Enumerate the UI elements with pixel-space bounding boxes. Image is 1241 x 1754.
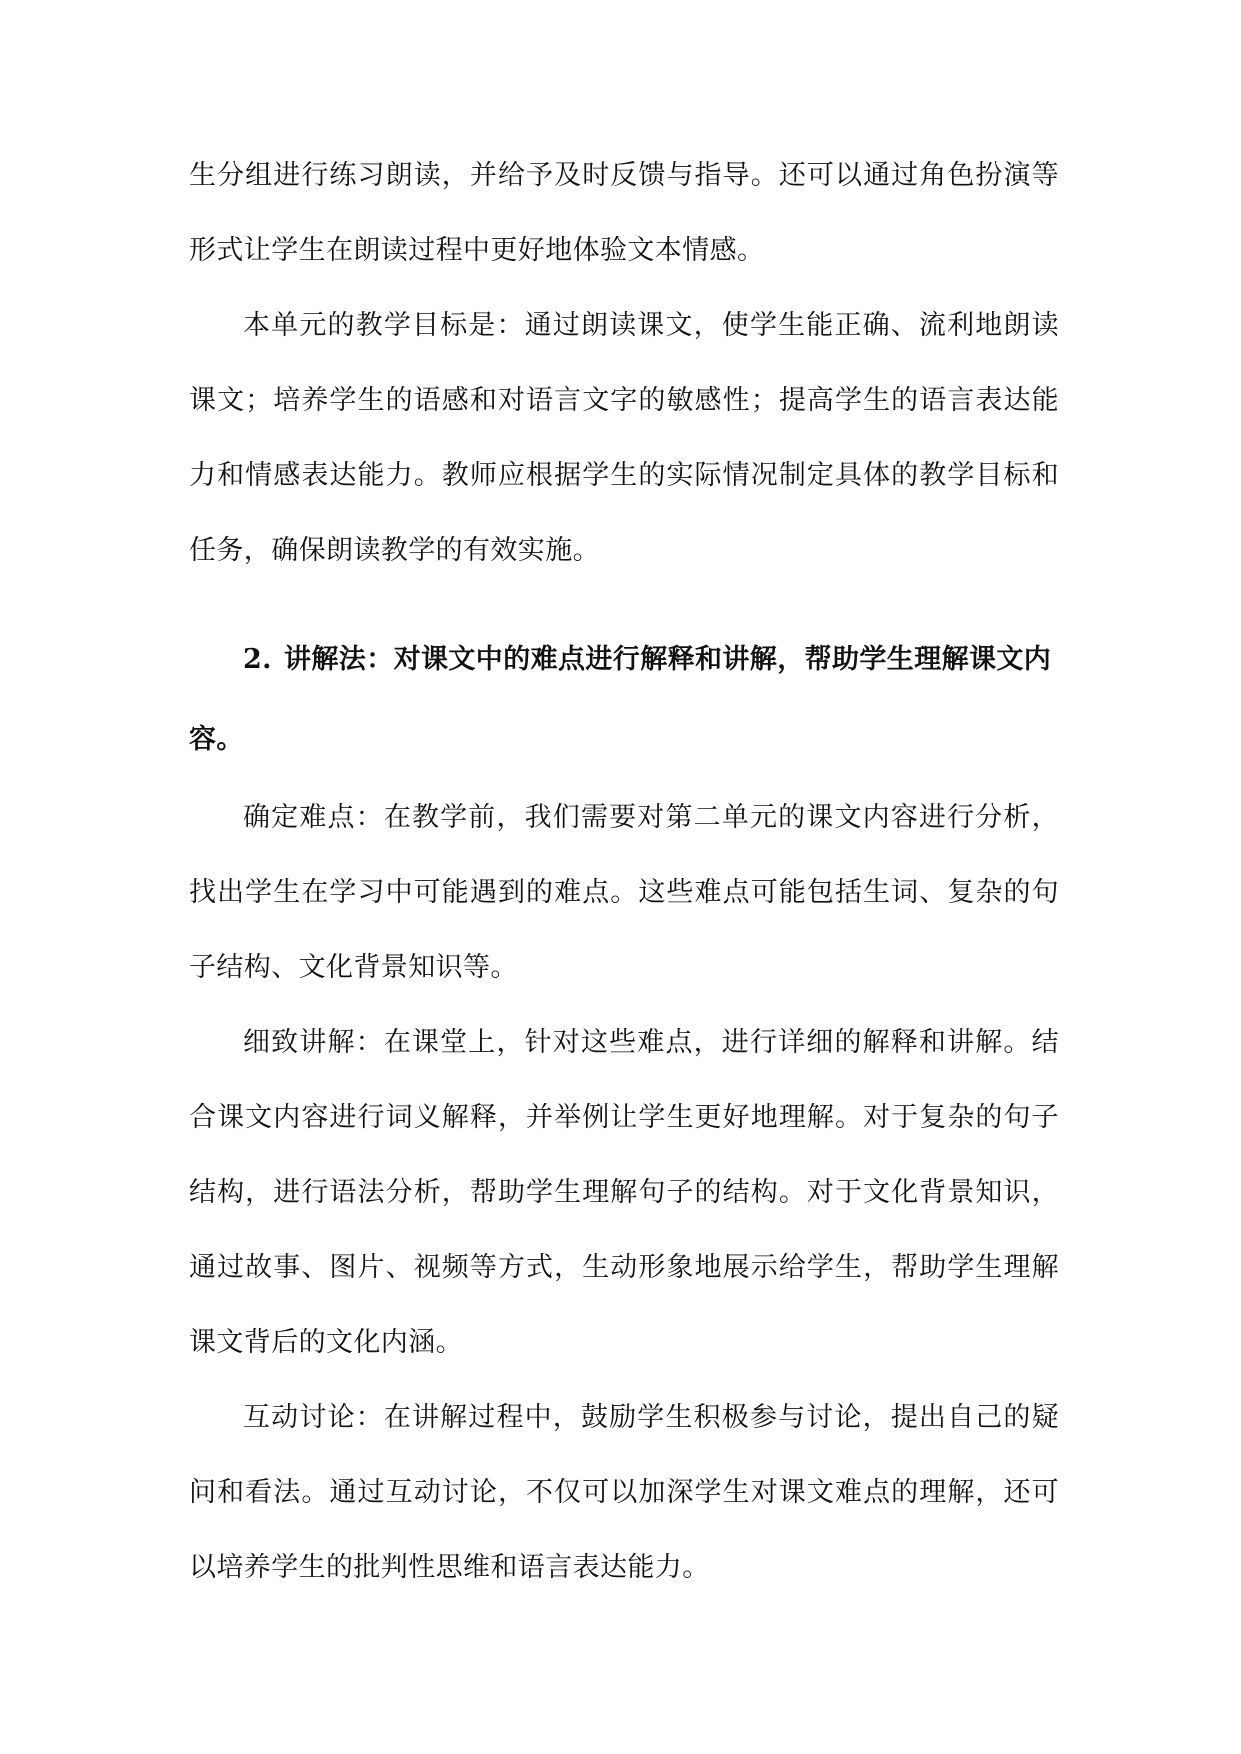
- paragraph-detailed-explanation: 细致讲解：在课堂上，针对这些难点，进行详细的解释和讲解。结合课文内容进行词义解释，并举例让学生更好地理解。对于复杂的句子结构，进行语法分析，帮助学生理解句子的结构。对于文化背景知识，通过故事、图片、视频等方式，生动形象地展示给学生，帮助学生理解课文背后的文化内涵。: [189, 1027, 1059, 1358]
- document-body: [189, 138, 1059, 1605]
- paragraph-teaching-goals: 本单元的教学目标是：通过朗读课文，使学生能正确、流利地朗读课文；培养学生的语感和对语言文字的敏感性；提高学生的语言表达能力和情感表达能力。教师应根据学生的实际情况制定具体的教学目标和任务，确保朗读教学的有效实施。: [189, 310, 1059, 566]
- section-heading-text: 讲解法：对课文中的难点进行解释和讲解，帮助学生理解课文内容。: [189, 644, 1052, 755]
- section-heading: [189, 620, 1059, 780]
- section-heading-number: 2.: [243, 644, 272, 675]
- paragraph-identify-difficulties: 确定难点：在教学前，我们需要对第二单元的课文内容进行分析，找出学生在学习中可能遇到的难点。这些难点可能包括生词、复杂的句子结构、文化背景知识等。: [189, 802, 1059, 983]
- paragraph-continuation: 生分组进行练习朗读，并给予及时反馈与指导。还可以通过角色扮演等形式让学生在朗读过程中更好地体验文本情感。: [189, 160, 1059, 266]
- paragraph-interactive-discussion: 互动讨论：在讲解过程中，鼓励学生积极参与讨论，提出自己的疑问和看法。通过互动讨论，不仅可以加深学生对课文难点的理解，还可以培养学生的批判性思维和语言表达能力。: [189, 1402, 1059, 1583]
